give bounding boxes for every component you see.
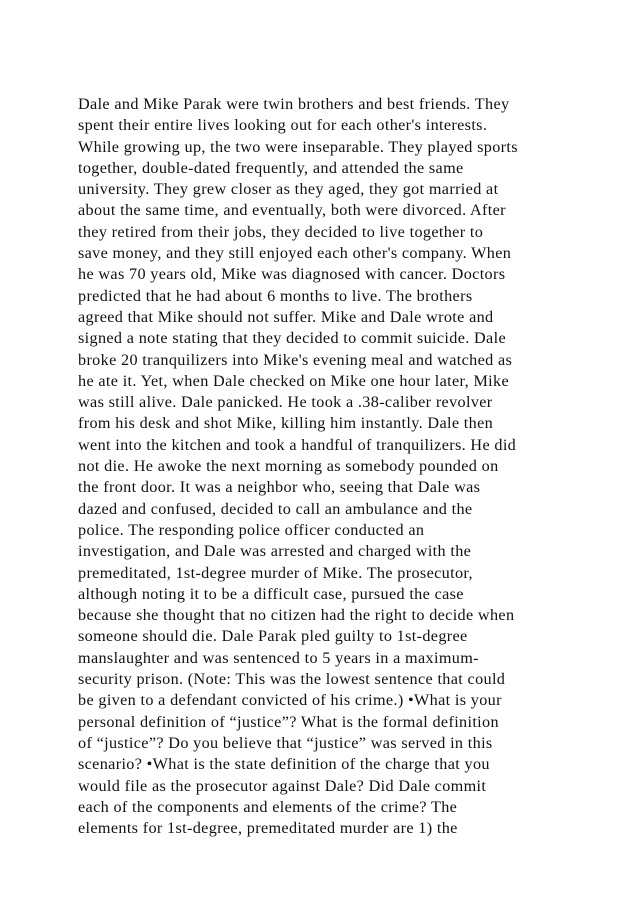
text-line: of “justice”? Do you believe that “justice” was served in this	[78, 733, 493, 752]
text-line: save money, and they still enjoyed each other's company. When	[78, 244, 512, 263]
text-line: dazed and confused, decided to call an ambulance and the	[78, 499, 473, 518]
text-line: elements for 1st-degree, premeditated murder are 1) the	[78, 819, 458, 838]
text-line: While growing up, the two were inseparable. They played sports	[78, 137, 518, 156]
text-line: they retired from their jobs, they decided to live together to	[78, 222, 484, 241]
text-line: agreed that Mike should not suffer. Mike and Dale wrote and	[78, 307, 494, 326]
text-line: university. They grew closer as they aged, they got married at	[78, 180, 499, 199]
text-line: although noting it to be a difficult case, pursued the case	[78, 584, 464, 603]
text-line: from his desk and shot Mike, killing him instantly. Dale then	[78, 414, 494, 433]
text-line: was still alive. Dale panicked. He took a .38-caliber revolver	[78, 393, 493, 412]
text-line: premeditated, 1st-degree murder of Mike. The prosecutor,	[78, 563, 473, 582]
text-line: personal definition of “justice”? What is the formal definition	[78, 712, 499, 731]
text-line: be given to a defendant convicted of his crime.) •What is your	[78, 691, 502, 710]
text-line: someone should die. Dale Parak pled guilty to 1st-degree	[78, 627, 468, 646]
text-line: the front door. It was a neighbor who, seeing that Dale was	[78, 478, 481, 497]
text-line: spent their entire lives looking out for each other's interests.	[78, 116, 488, 135]
text-line: police. The responding police officer conducted an	[78, 520, 425, 539]
text-line: predicted that he had about 6 months to live. The brothers	[78, 286, 473, 305]
body-text	[78, 94, 578, 839]
text-line: each of the components and elements of the crime? The	[78, 797, 458, 816]
text-line: broke 20 tranquilizers into Mike's evening meal and watched as	[78, 350, 513, 369]
text-line: he was 70 years old, Mike was diagnosed with cancer. Doctors	[78, 265, 506, 284]
text-line: manslaughter and was sentenced to 5 years in a maximum-	[78, 648, 479, 667]
text-line: about the same time, and eventually, both were divorced. After	[78, 201, 506, 220]
text-line: not die. He awoke the next morning as somebody pounded on	[78, 457, 499, 476]
text-line: investigation, and Dale was arrested and charged with the	[78, 542, 472, 561]
text-line: security prison. (Note: This was the lowest sentence that could	[78, 670, 506, 689]
text-line: because she thought that no citizen had the right to decide when	[78, 606, 515, 625]
text-line: went into the kitchen and took a handful of tranquilizers. He did	[78, 435, 517, 454]
text-line: signed a note stating that they decided to commit suicide. Dale	[78, 329, 506, 348]
text-line: he ate it. Yet, when Dale checked on Mike one hour later, Mike	[78, 371, 510, 390]
text-line: would file as the prosecutor against Dale? Did Dale commit	[78, 776, 487, 795]
text-line: scenario? •What is the state definition of the charge that you	[78, 755, 490, 774]
text-line: Dale and Mike Parak were twin brothers and best friends. They	[78, 95, 510, 113]
text-line: together, double-dated frequently, and attended the same	[78, 158, 464, 177]
